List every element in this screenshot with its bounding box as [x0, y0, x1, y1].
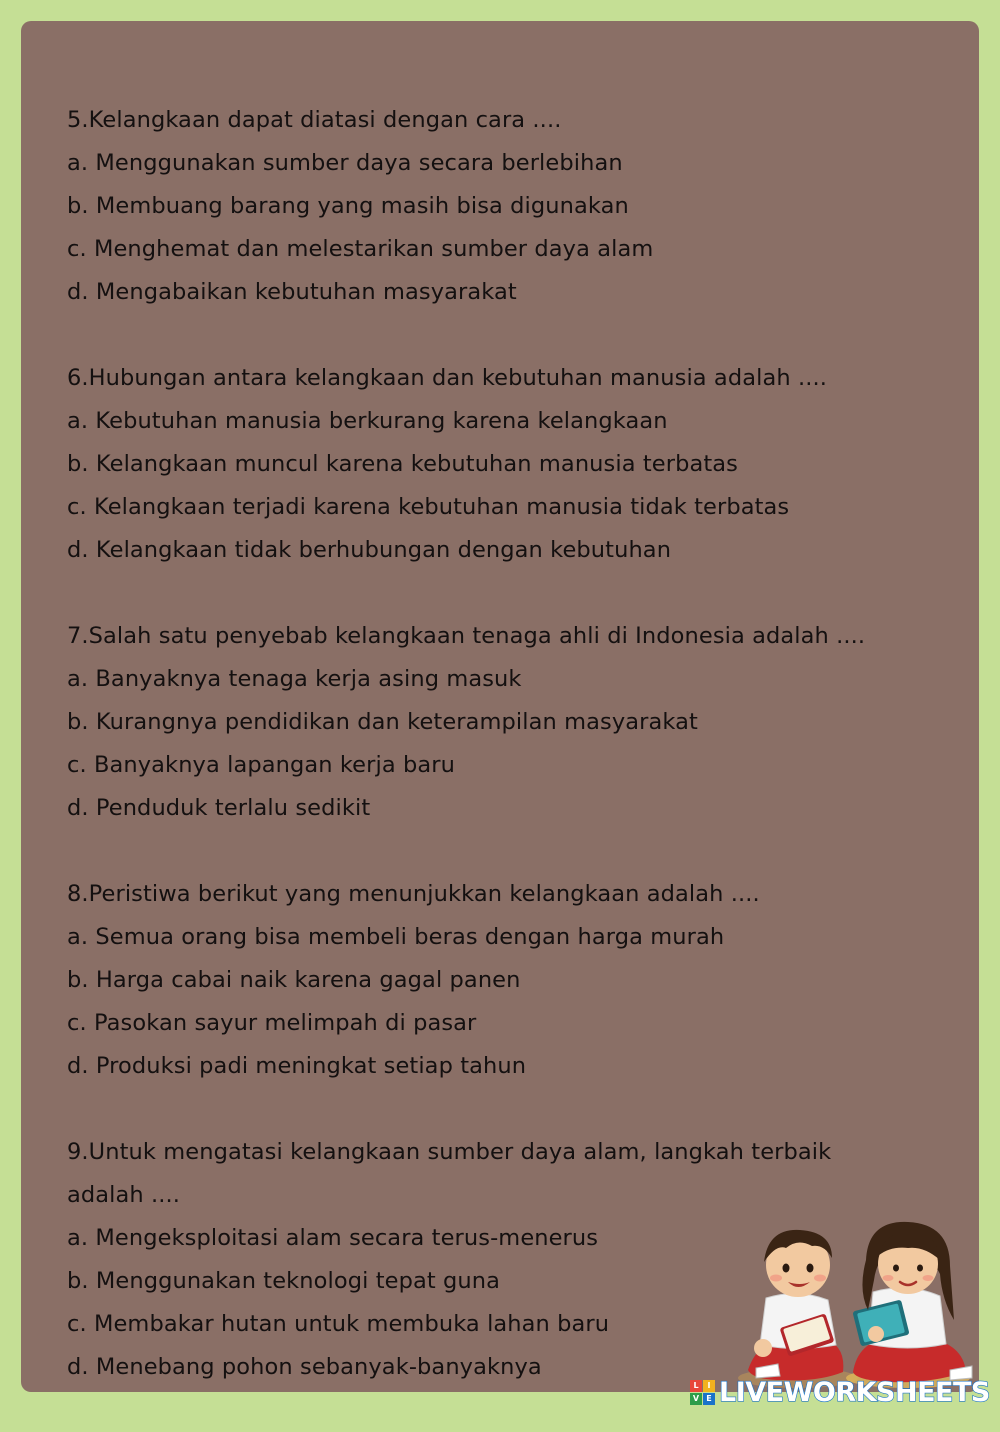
question-9-option-c[interactable]: c. Membakar hutan untuk membuka lahan baru: [67, 1311, 610, 1337]
question-8-text: 8.Peristiwa berikut yang menunjukkan kelangkaan adalah ....: [67, 881, 760, 907]
liveworksheets-mark-icon: [690, 1380, 715, 1405]
logo-mark-letter: V: [690, 1393, 702, 1405]
question-8: [67, 873, 927, 1088]
question-8-option-b[interactable]: b. Harga cabai naik karena gagal panen: [67, 967, 521, 993]
question-8-option-a[interactable]: a. Semua orang bisa membeli beras dengan harga murah: [67, 924, 725, 950]
question-7-option-d[interactable]: d. Penduduk terlalu sedikit: [67, 795, 371, 821]
question-5-option-c[interactable]: c. Menghemat dan melestarikan sumber daya alam: [67, 236, 654, 262]
question-6-option-b[interactable]: b. Kelangkaan muncul karena kebutuhan manusia terbatas: [67, 451, 738, 477]
logo-mark-letter: I: [703, 1380, 715, 1392]
question-5-option-d[interactable]: d. Mengabaikan kebutuhan masyarakat: [67, 279, 517, 305]
question-9-option-a[interactable]: a. Mengeksploitasi alam secara terus-menerus: [67, 1225, 599, 1251]
question-6-option-d[interactable]: d. Kelangkaan tidak berhubungan dengan kebutuhan: [67, 537, 672, 563]
question-6-option-c[interactable]: c. Kelangkaan terjadi karena kebutuhan manusia tidak terbatas: [67, 494, 790, 520]
question-8-option-c[interactable]: c. Pasokan sayur melimpah di pasar: [67, 1010, 477, 1036]
question-7-option-a[interactable]: a. Banyaknya tenaga kerja asing masuk: [67, 666, 522, 692]
logo-mark-letter: E: [703, 1393, 715, 1405]
children-reading-books-illustration: [728, 1210, 978, 1388]
question-7-text: 7.Salah satu penyebab kelangkaan tenaga ahli di Indonesia adalah ....: [67, 623, 866, 649]
question-5-text: 5.Kelangkaan dapat diatasi dengan cara ....: [67, 107, 562, 133]
question-6-text: 6.Hubungan antara kelangkaan dan kebutuhan manusia adalah ....: [67, 365, 827, 391]
question-7-option-b[interactable]: b. Kurangnya pendidikan dan keterampilan masyarakat: [67, 709, 698, 735]
question-9-option-b[interactable]: b. Menggunakan teknologi tepat guna: [67, 1268, 501, 1294]
question-6-option-a[interactable]: a. Kebutuhan manusia berkurang karena kelangkaan: [67, 408, 668, 434]
question-7-option-c[interactable]: c. Banyaknya lapangan kerja baru: [67, 752, 455, 778]
logo-mark-letter: L: [690, 1380, 702, 1392]
question-9-text: 9.Untuk mengatasi kelangkaan sumber daya alam, langkah terbaik adalah ....: [67, 1139, 832, 1208]
liveworksheets-logo[interactable]: [690, 1374, 990, 1410]
question-9-option-d[interactable]: d. Menebang pohon sebanyak-banyaknya: [67, 1354, 542, 1380]
liveworksheets-logo-text: LIVEWORKSHEETS: [719, 1376, 990, 1408]
worksheet-card: [21, 21, 979, 1392]
question-5-option-b[interactable]: b. Membuang barang yang masih bisa digunakan: [67, 193, 629, 219]
question-5-option-a[interactable]: a. Menggunakan sumber daya secara berlebihan: [67, 150, 623, 176]
question-8-option-d[interactable]: d. Produksi padi meningkat setiap tahun: [67, 1053, 527, 1079]
question-6: [67, 357, 927, 572]
question-7: [67, 615, 927, 830]
question-5: [67, 99, 927, 314]
